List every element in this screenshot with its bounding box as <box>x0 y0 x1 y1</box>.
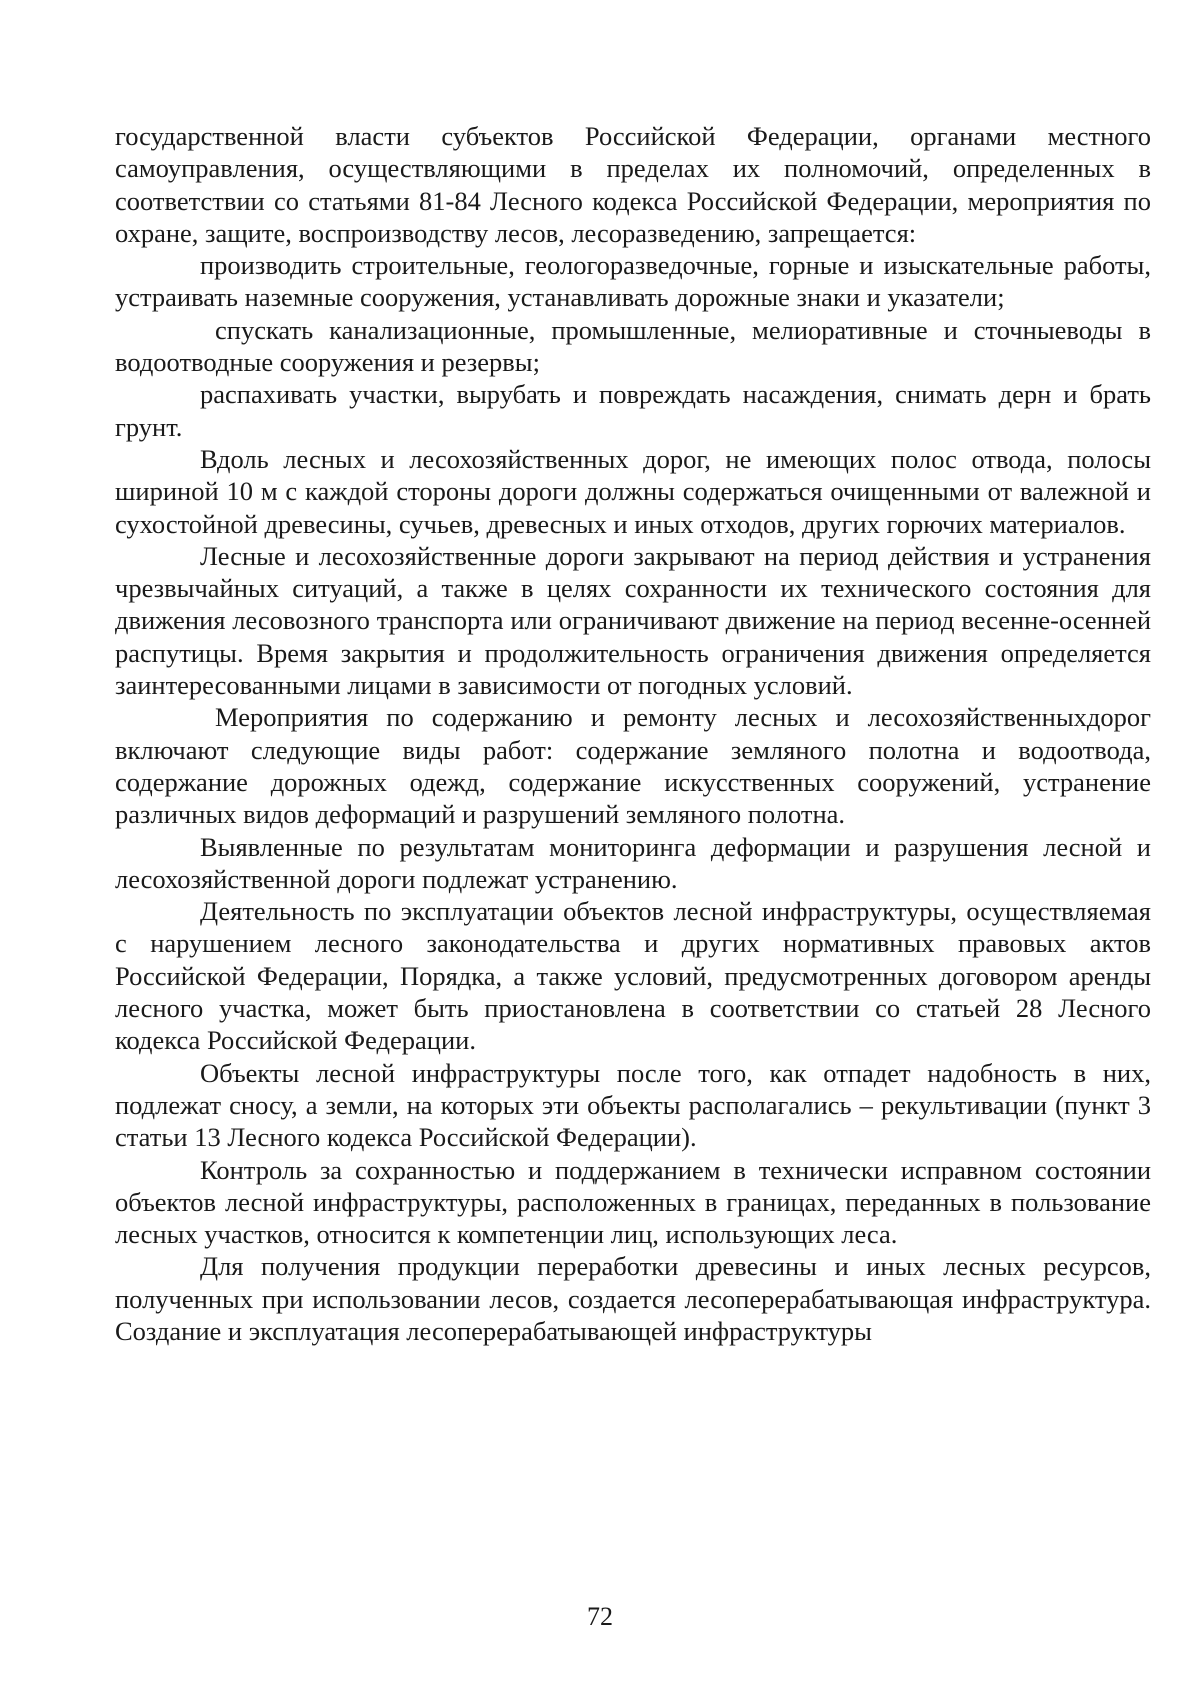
body-text <box>115 120 1151 1347</box>
paragraph-monitoring: Выявленные по результатам мониторинга деформации и разрушения лесной и лесохозяйственной дороги подлежат устранению. <box>115 831 1151 894</box>
paragraph-prohibition-plowing: распахивать участки, вырубать и повреждать насаждения, снимать дерн и брать грунт. <box>115 379 1151 442</box>
paragraph-road-closure: Лесные и лесохозяйственные дороги закрывают на период действия и устранения чрезвычайных ситуаций, а также в целях сохранности их технического состояния для движения лесовозного транспорта или ограничивают движение на период весенне-осенней распутицы. Время закрытия и продолжительность ограничения движения определяется заинтересованными лицами в зависимости от погодных условий. <box>115 540 1151 701</box>
paragraph-control: Контроль за сохранностью и поддержанием в технически исправном состоянии объектов лесной инфраструктуры, расположенных в границах, переданных в пользование лесных участков, относится к компетенции лиц, использующих леса. <box>115 1154 1151 1250</box>
paragraph-road-maintenance: Мероприятия по содержанию и ремонту лесных и лесохозяйственныхдорог включают следующие виды работ: содержание земляного полотна и водоотвода, содержание дорожных одежд, содержание искусственных сооружений, устранение различных видов деформаций и разрушений земляного полотна. <box>115 702 1151 830</box>
paragraph-prohibition-sewage: спускать канализационные, промышленные, мелиоративные и сточныеводы в водоотводные сооружения и резервы; <box>115 314 1151 378</box>
paragraph-continuation: государственной власти субъектов Российской Федерации, органами местного самоуправления, осуществляющими в пределах их полномочий, определенных в соответствии со статьями 81-84 Лесного кодекса Российской Федерации, мероприятия по охране, защите, воспроизводству лесов, лесоразведению, запрещается: <box>115 121 1151 248</box>
paragraph-processing-infrastructure: Для получения продукции переработки древесины и иных лесных ресурсов, полученных при использовании лесов, создается лесоперерабатывающая инфраструктура. Создание и эксплуатация лесоперерабатывающей инфраструктуры <box>115 1251 1151 1346</box>
paragraph-suspension: Деятельность по эксплуатации объектов лесной инфраструктуры, осуществляемая с нарушением лесного законодательства и других нормативных правовых актов Российской Федерации, Порядка, а также условий, предусмотренных договором аренды лесного участка, может быть приостановлена в соответствии со статьей 28 Лесного кодекса Российской Федерации. <box>115 896 1151 1056</box>
page-number: 72 <box>587 1602 613 1631</box>
paragraph-road-strips: Вдоль лесных и лесохозяйственных дорог, не имеющих полос отвода, полосы шириной 10 м с каждой стороны дороги должны содержаться очищенными от валежной и сухостойной древесины, сучьев, древесных и иных отходов, других горючих материалов. <box>115 443 1151 539</box>
paragraph-demolition: Объекты лесной инфраструктуры после того, как отпадет надобность в них, подлежат сносу, а земли, на которых эти объекты располагались – рекультивации (пункт 3 статьи 13 Лесного кодекса Российской Федерации). <box>115 1057 1151 1153</box>
paragraph-prohibition-construction: производить строительные, геологоразведочные, горные и изыскательные работы, устраивать наземные сооружения, устанавливать дорожные знаки и указатели; <box>115 250 1151 313</box>
